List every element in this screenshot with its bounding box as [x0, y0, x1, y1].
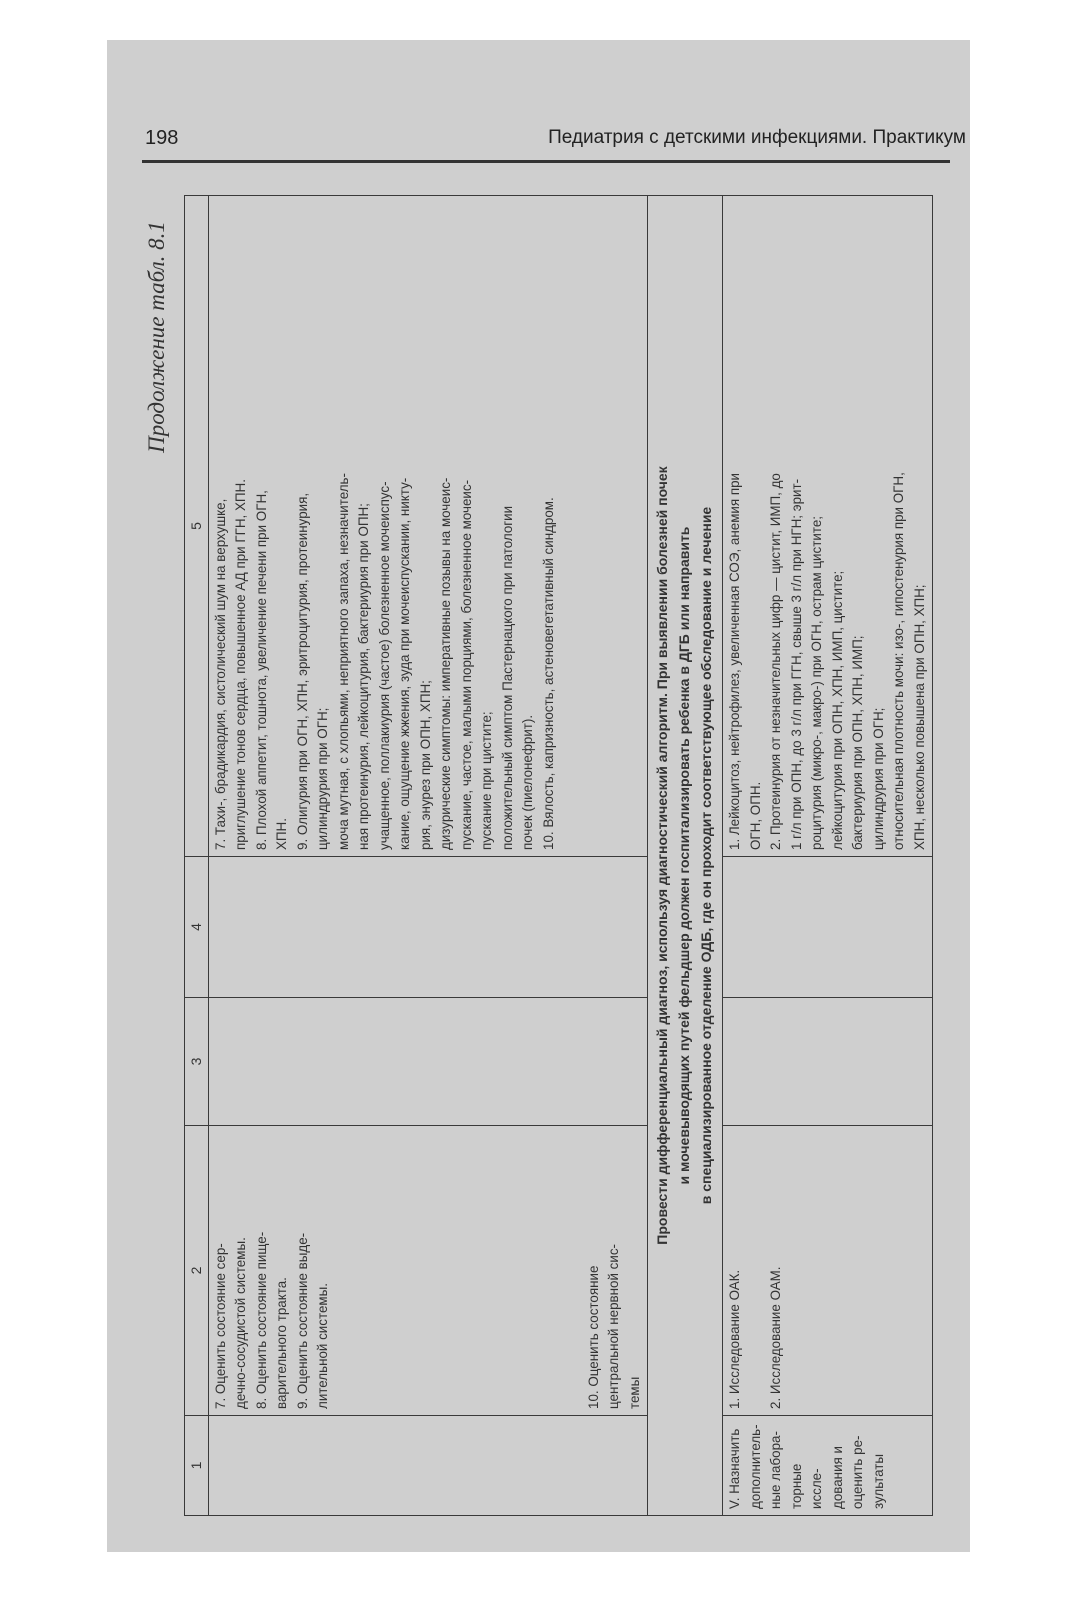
text-line: 7. Оценить состояние сер-: [212, 1243, 228, 1409]
text-line: лейкоцитурия при ОПН, ХПН, ИМП, цистите;: [829, 570, 845, 850]
heading-line: Провести дифференциальный диагноз, используя диагностический алгоритм. При выявлении болезней почек: [654, 466, 670, 1245]
text-line: 8. Плохой аппетит, тошнота, увеличение печени при ОГН,: [253, 490, 269, 850]
spacer: [746, 1132, 767, 1409]
col-header-5: 5: [185, 196, 209, 857]
row2-col5: [723, 196, 933, 857]
running-title: Педиатрия с детскими инфекциями. Практикум: [548, 127, 966, 148]
text-line: 9. Оценить состояние выде-: [294, 1232, 310, 1409]
row2-col4: [723, 857, 933, 998]
text-line: дования и: [829, 1446, 845, 1509]
text-line: варительного тракта.: [274, 1277, 289, 1409]
text-line: учащенное, поллакиурия (частое) болезненное мочеиспус-: [376, 481, 392, 850]
text-line: центральной нервной сис-: [606, 1244, 621, 1409]
text-line: темы: [626, 1376, 642, 1409]
text-line: зультаты: [870, 1453, 886, 1509]
text-line: моча мутная, с хлопьями, неприятного запаха, незначитель-: [335, 473, 351, 850]
text-line: оценить ре-: [850, 1435, 865, 1509]
text-line: торные иссле-: [788, 1463, 824, 1509]
text-line: 1 г/л при ОПН, до 3 г/л при ГГН, свыше 3 г/л при НГН; эрит-: [788, 478, 804, 850]
section-heading: [648, 196, 723, 1516]
row1-col3: [208, 998, 648, 1126]
text-line: цилиндрурия при ОГН;: [315, 707, 330, 850]
text-line: 1. Исследование ОАК.: [727, 1269, 742, 1409]
text-line: ОГН, ОПН.: [747, 781, 763, 850]
col-header-4: 4: [185, 857, 209, 998]
text-line: 9. Олигурия при ОГН, ХПН, эритроцитурия, протеинурия,: [294, 492, 310, 850]
text-line: 1. Лейкоцитоз, нейтрофилез, увеличенная СОЭ, анемия при: [727, 472, 742, 850]
text-line: приглушение тонов сердца, повышенное АД при ГГН, ХПН.: [233, 479, 248, 850]
header-row: [185, 196, 209, 1516]
row1-col1: [208, 1416, 648, 1516]
text-line: ные лабора-: [768, 1431, 783, 1509]
text-line: пускание, частое, малыми порциями, болезненное мочеис-: [458, 479, 474, 850]
col-header-2: 2: [185, 1126, 209, 1416]
row1-col4: [208, 857, 648, 998]
text-line: кание, ощущение жжения, зуда при мочеиспускании, никту-: [397, 477, 412, 850]
caption-wrap: [140, 186, 174, 488]
text-line: лительной системы.: [315, 1283, 330, 1409]
text-line: 10. Оценить состояние: [585, 1265, 601, 1409]
row1-col2: [208, 1126, 648, 1416]
spacer: [334, 1132, 584, 1409]
text-line: почек (пиелонефрит).: [520, 714, 535, 850]
text-line: 10. Вялость, капризность, астеновегетативный синдром.: [540, 497, 556, 850]
text-line: 2. Исследование ОАМ.: [768, 1266, 783, 1409]
text-line: 7. Тахи-, брадикардия, систолический шум на верхушке,: [212, 498, 228, 850]
text-line: 8. Оценить состояние пище-: [253, 1231, 269, 1409]
text-line: относительная плотность мочи: изо-, гипостенурия при ОГН,: [891, 472, 906, 850]
text-line: ная протеинурия, лейкоцитурия, бактериурия при ОПН;: [356, 503, 371, 850]
section-heading-row: [648, 196, 723, 1516]
heading-line: и мочевыводящих путей фельдшер должен госпитализировать ребенка в ДГБ или направить: [676, 526, 692, 1185]
page-number: 198: [145, 127, 179, 149]
table-row: [723, 196, 933, 1516]
heading-line: в специализированное отделение ОДБ, где он проходит соответствующее обследование и лечение: [698, 506, 714, 1205]
table-row: [208, 196, 648, 1516]
text-line: дечно-сосудистой системы.: [233, 1237, 248, 1409]
text-line: ХПН, несколько повышена при ОПН, ХПН;: [911, 584, 927, 850]
text-line: ХПН.: [274, 818, 289, 850]
text-line: роцитурия (микро-, макро-) при ОГН, острам цистите;: [809, 516, 824, 850]
col-header-1: 1: [185, 1416, 209, 1516]
text-line: положительный симптом Пастернацкого при патологии: [499, 505, 515, 850]
text-line: 2. Протеинурия от незначительных цифр — цистит, ИМП, до: [768, 473, 783, 850]
text-line: бактериурия при ОПН, ХПН, ИМП;: [850, 635, 865, 850]
rotated-table: [184, 196, 927, 1516]
table-caption: Продолжение табл. 8.1: [144, 221, 169, 453]
text-line: цилиндрурия при ОГН;: [870, 707, 886, 850]
data-table: [184, 195, 933, 1516]
row2-col2: [723, 1126, 933, 1416]
row2-col1: [723, 1416, 933, 1516]
col-header-3: 3: [185, 998, 209, 1126]
row1-col5: [208, 196, 648, 857]
header-rule: [142, 160, 950, 163]
text-line: дополнитель-: [747, 1424, 763, 1509]
text-line: дизурические симптомы: императивные позывы на мочеис-: [438, 477, 453, 850]
text-line: рия, энурез при ОПН, ХПН;: [417, 680, 433, 850]
row2-col3: [723, 998, 933, 1126]
text-line: V. Назначить: [727, 1428, 742, 1509]
text-line: пускание при цистите;: [479, 711, 494, 850]
